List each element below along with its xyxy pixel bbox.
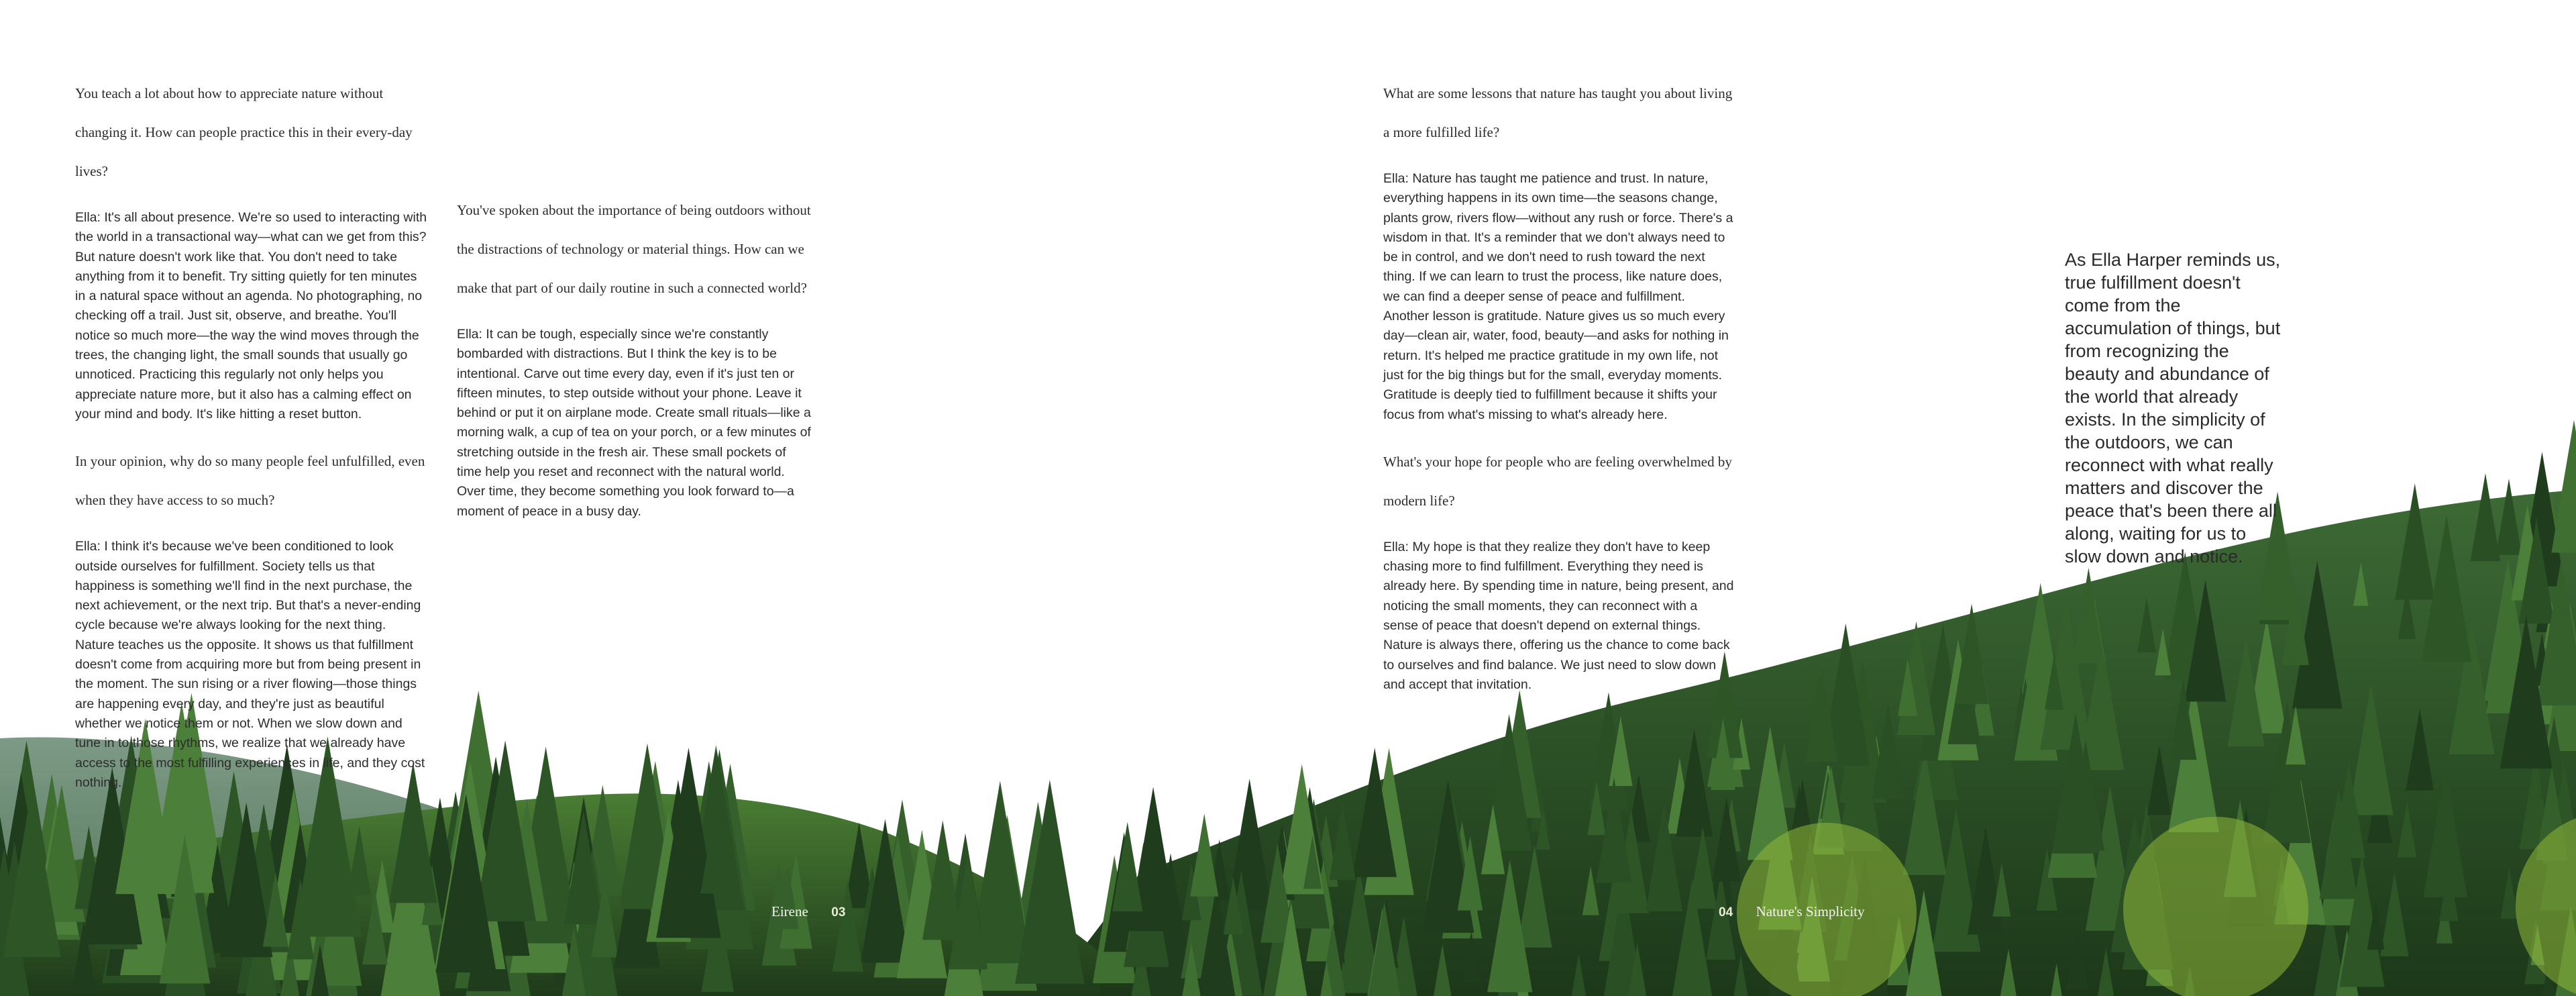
left-footer — [771, 903, 845, 920]
conifer-tree — [2551, 420, 2576, 553]
question-1: You teach a lot about how to appreciate nature without changing it. How can people practice this in their every-day lives? — [75, 85, 413, 179]
question-3: You've spoken about the importance of being outdoors without the distractions of technology or material things. How can we make that part of our daily routine in such a connected world? — [457, 202, 811, 296]
left-column-1 — [75, 74, 427, 793]
deco-circle-2 — [2123, 817, 2308, 996]
answer-4-part-1: Ella: Nature has taught me patience and trust. In nature, everything happens in its own time—the seasons change, plants grow, rivers flow—without any rush or force. There's a wisdom in that. It's a reminder that we don't always need to be in control, and we don't need to rush toward the next thing. If we can learn to trust the process, like nature does, we can find a deeper sense of peace and fulfillment. — [1383, 171, 1733, 304]
answer-2: Ella: I think it's because we've been conditioned to look outside ourselves for fulfillment. Society tells us that happiness is something we'll find in the next purchase, the next achievement, or the next trip. But that's a never-ending cycle because we're always looking for the next thing. Nature teaches us the opposite. It shows us that fulfillment doesn't come from acquiring more but from being present in the moment. The sun rising or a river flowing—those things are happening every day, and they're just as beautiful whether we notice them or not. When we slow down and tune in to those rhythms, we realize that we already have access to the most fulfilling experiences in life, and they cost nothing. — [75, 539, 425, 790]
sidebar-quote: As Ella Harper reminds us, true fulfillment doesn't come from the accumulation of things, but from recognizing the beauty and abundance of the world that already exists. In the simplicity of the outdoors, we can reconnect with what really matters and discover the peace that's been there all along, waiting for us to slow down and notice. — [2065, 250, 2281, 566]
left-footer-title: Eirene — [771, 903, 808, 919]
answer-5: Ella: My hope is that they realize they don't have to keep chasing more to find fulfillment. Everything they need is already here. By spending time in nature, being present, and noticing the small moments, they can reconnect with a sense of peace that doesn't depend on external things. Nature is always there, offering us the chance to come back to ourselves and find balance. We just need to slow down and accept that invitation. — [1383, 539, 1734, 692]
right-footer-title: Nature's Simplicity — [1756, 903, 1865, 919]
left-column-2 — [457, 191, 812, 521]
right-column — [1383, 74, 1735, 695]
answer-3: Ella: It can be tough, especially since we're constantly bombarded with distractions. But I think the key is to be intentional. Carve out time every day, even if it's just ten or fifteen minutes, to step outside without your phone. Leave it behind or put it on airplane mode. Create small rituals—like a morning walk, a cup of tea on your porch, or a few minutes of stretching outside in the fresh air. These small pockets of time help you reset and reconnect with the natural world. Over time, they become something you look forward to—a moment of peace in a busy day. — [457, 327, 811, 519]
question-2: In your opinion, why do so many people feel unfulfilled, even when they have access to so much? — [75, 453, 425, 509]
question-4: What are some lessons that nature has taught you about living a more fulfilled life? — [1383, 85, 1733, 140]
question-5: What's your hope for people who are feeling overwhelmed by modern life? — [1383, 453, 1732, 509]
answer-1: Ella: It's all about presence. We're so used to interacting with the world in a transactional way—what can we get from this? But nature doesn't work like that. You don't need to take anything from it to benefit. Try sitting quietly for ten minutes in a natural space without an agenda. No photographing, no checking off a trail. Just sit, observe, and breathe. You'll notice so much more—the way the wind moves through the trees, the changing light, the small sounds that usually go unnoticed. Practicing this regularly not only helps you appreciate nature more, but it also has a calming effect on your mind and body. It's like hitting a reset button. — [75, 210, 427, 421]
conifer-tree — [1112, 822, 1142, 911]
right-page-number: 04 — [1719, 905, 1733, 919]
right-footer — [1719, 903, 1865, 920]
left-page-number: 03 — [831, 905, 846, 919]
answer-4-part-2: Another lesson is gratitude. Nature gives us so much every day—clean air, water, food, beauty—and asks for nothing in return. It's helped me practice gratitude in my own life, not just for the big things but for the small, everyday moments. Gratitude is deeply tied to fulfillment because it shifts your focus from what's missing to what's already here. — [1383, 309, 1729, 422]
